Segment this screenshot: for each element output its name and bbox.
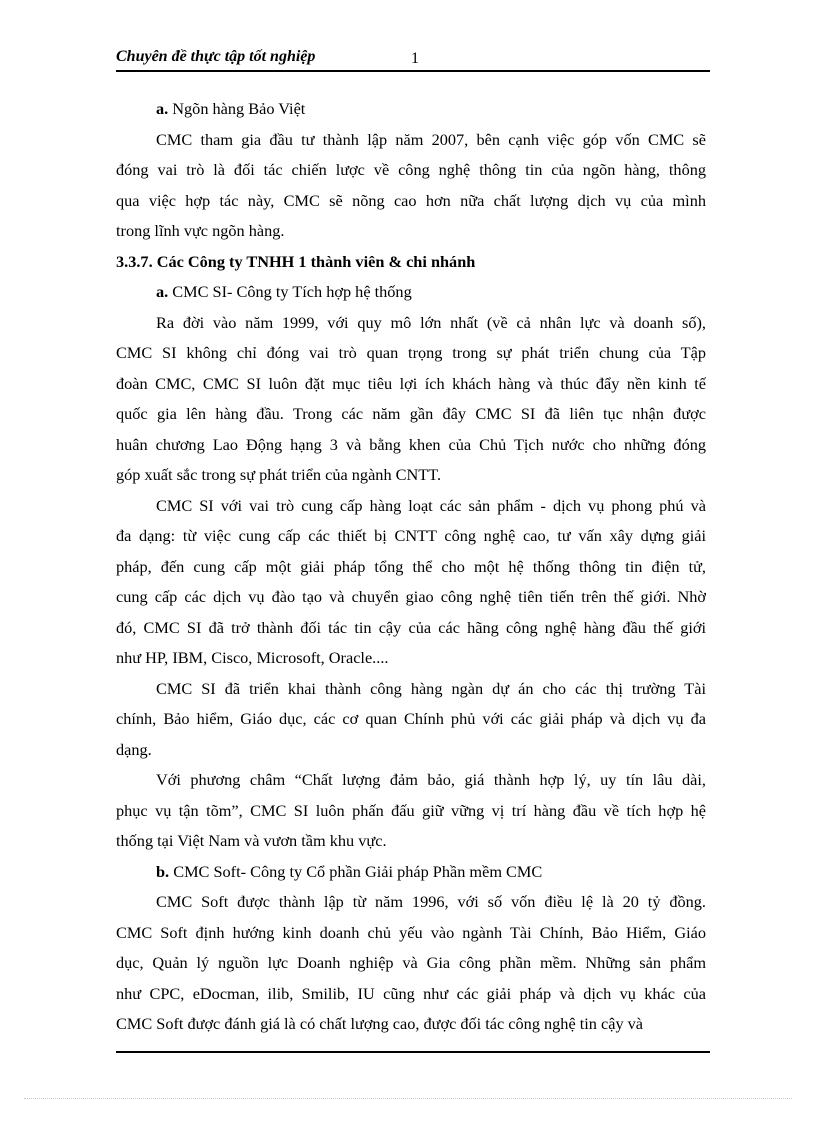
- text-line: CMC Soft được thành lập từ năm 1996, với số vốn điều lệ là 20 tỷ đồng.: [156, 892, 706, 911]
- subsection-title: [116, 857, 706, 888]
- text-line: quốc gia lên hàng đầu. Trong các năm gần đây CMC SI đã liên tục nhận được: [116, 404, 706, 423]
- text-line: đóng vai trò là đối tác chiến lược về công nghệ thông tin của ngõn hàng, thông: [116, 160, 706, 179]
- text-line: thống tại Việt Nam và vươn tầm khu vực.: [116, 831, 387, 850]
- text-line: dục, Quản lý nguồn lực Doanh nghiệp và Gia công phần mềm. Những sản phẩm: [116, 953, 706, 972]
- header-title: Chuyên đề thực tập tốt nghiệp: [116, 48, 316, 65]
- subsection-text: CMC Soft- Công ty Cổ phần Giải pháp Phần mềm CMC: [169, 861, 543, 881]
- subsection-label: a.: [156, 99, 169, 118]
- page-number: 1: [411, 50, 419, 67]
- text-line: qua việc hợp tác này, CMC sẽ nõng cao hơn nữa chất lượng dịch vụ của mình: [116, 190, 706, 210]
- text-line: huân chương Lao Động hạng 3 và bằng khen của Chủ Tịch nước cho những đóng: [116, 434, 706, 454]
- page-header: [116, 46, 710, 72]
- subsection-label: b.: [156, 861, 170, 881]
- footer-rule: [116, 1051, 710, 1053]
- text-line: CMC SI không chỉ đóng vai trò quan trọng trong sự phát triển chung của Tập: [116, 343, 706, 362]
- subsection-title: [116, 277, 706, 308]
- text-line: đoàn CMC, CMC SI luôn đặt mục tiêu lợi ích khách hàng và thúc đẩy nền kinh tế: [116, 373, 706, 393]
- text-line: như CPC, eDocman, ilib, Smilib, IU cũng như các giải pháp và dịch vụ khác của: [116, 983, 706, 1003]
- text-line: trong lĩnh vực ngõn hàng.: [116, 221, 285, 240]
- text-line: đó, CMC SI đã trở thành đối tác tin cậy của các hãng công nghệ hàng đầu thế giới: [116, 617, 706, 637]
- text-line: như HP, IBM, Cisco, Microsoft, Oracle....: [116, 648, 389, 667]
- subsection-text: CMC SI- Công ty Tích hợp hệ thống: [168, 282, 412, 301]
- subsection-title: [116, 94, 706, 125]
- subsection-text: Ngõn hàng Bảo Việt: [168, 99, 306, 118]
- text-line: Với phương châm “Chất lượng đảm bảo, giá thành hợp lý, uy tín lâu dài,: [156, 770, 706, 789]
- document-body: [116, 94, 706, 1040]
- page-edge: [24, 1098, 792, 1099]
- text-line: CMC Soft được đánh giá là có chất lượng cao, được đối tác công nghệ tin cậy và: [116, 1014, 644, 1033]
- text-line: CMC SI đã triển khai thành công hàng ngàn dự án cho các thị trường Tài: [156, 678, 706, 698]
- text-line: chính, Bảo hiểm, Giáo dục, các cơ quan Chính phủ với các giải pháp và dịch vụ đa: [116, 709, 706, 728]
- text-line: CMC tham gia đầu tư thành lập năm 2007, bên cạnh việc góp vốn CMC sẽ: [156, 129, 706, 149]
- header-rule: [116, 70, 710, 72]
- text-line: CMC Soft định hướng kinh doanh chủ yếu vào ngành Tài Chính, Bảo Hiểm, Giáo: [116, 922, 706, 942]
- text-line: pháp, đến cung cấp một giải pháp tổng thể cho một hệ thống thông tin điện tử,: [116, 556, 706, 576]
- text-line: cung cấp các dịch vụ đào tạo và chuyển giao công nghệ tiên tiến trên thế giới. Nhờ: [116, 587, 706, 606]
- text-line: phục vụ tận tõm”, CMC SI luôn phấn đấu giữ vững vị trí hàng đầu về tích hợp hệ: [116, 800, 706, 820]
- text-line: đa dạng: từ việc cung cấp các thiết bị CNTT công nghệ cao, tư vấn xây dựng giải: [116, 526, 706, 545]
- text-line: góp xuất sắc trong sự phát triển của ngành CNTT.: [116, 465, 442, 484]
- text-line: Ra đời vào năm 1999, với quy mô lớn nhất (về cả nhân lực và doanh số),: [156, 312, 706, 332]
- text-line: dạng.: [116, 739, 152, 759]
- subsection-label: a.: [156, 282, 169, 301]
- text-line: CMC SI với vai trò cung cấp hàng loạt các sản phẩm - dịch vụ phong phú và: [156, 495, 706, 515]
- section-heading: 3.3.7. Các Công ty TNHH 1 thành viên & chi nhánh: [116, 251, 476, 271]
